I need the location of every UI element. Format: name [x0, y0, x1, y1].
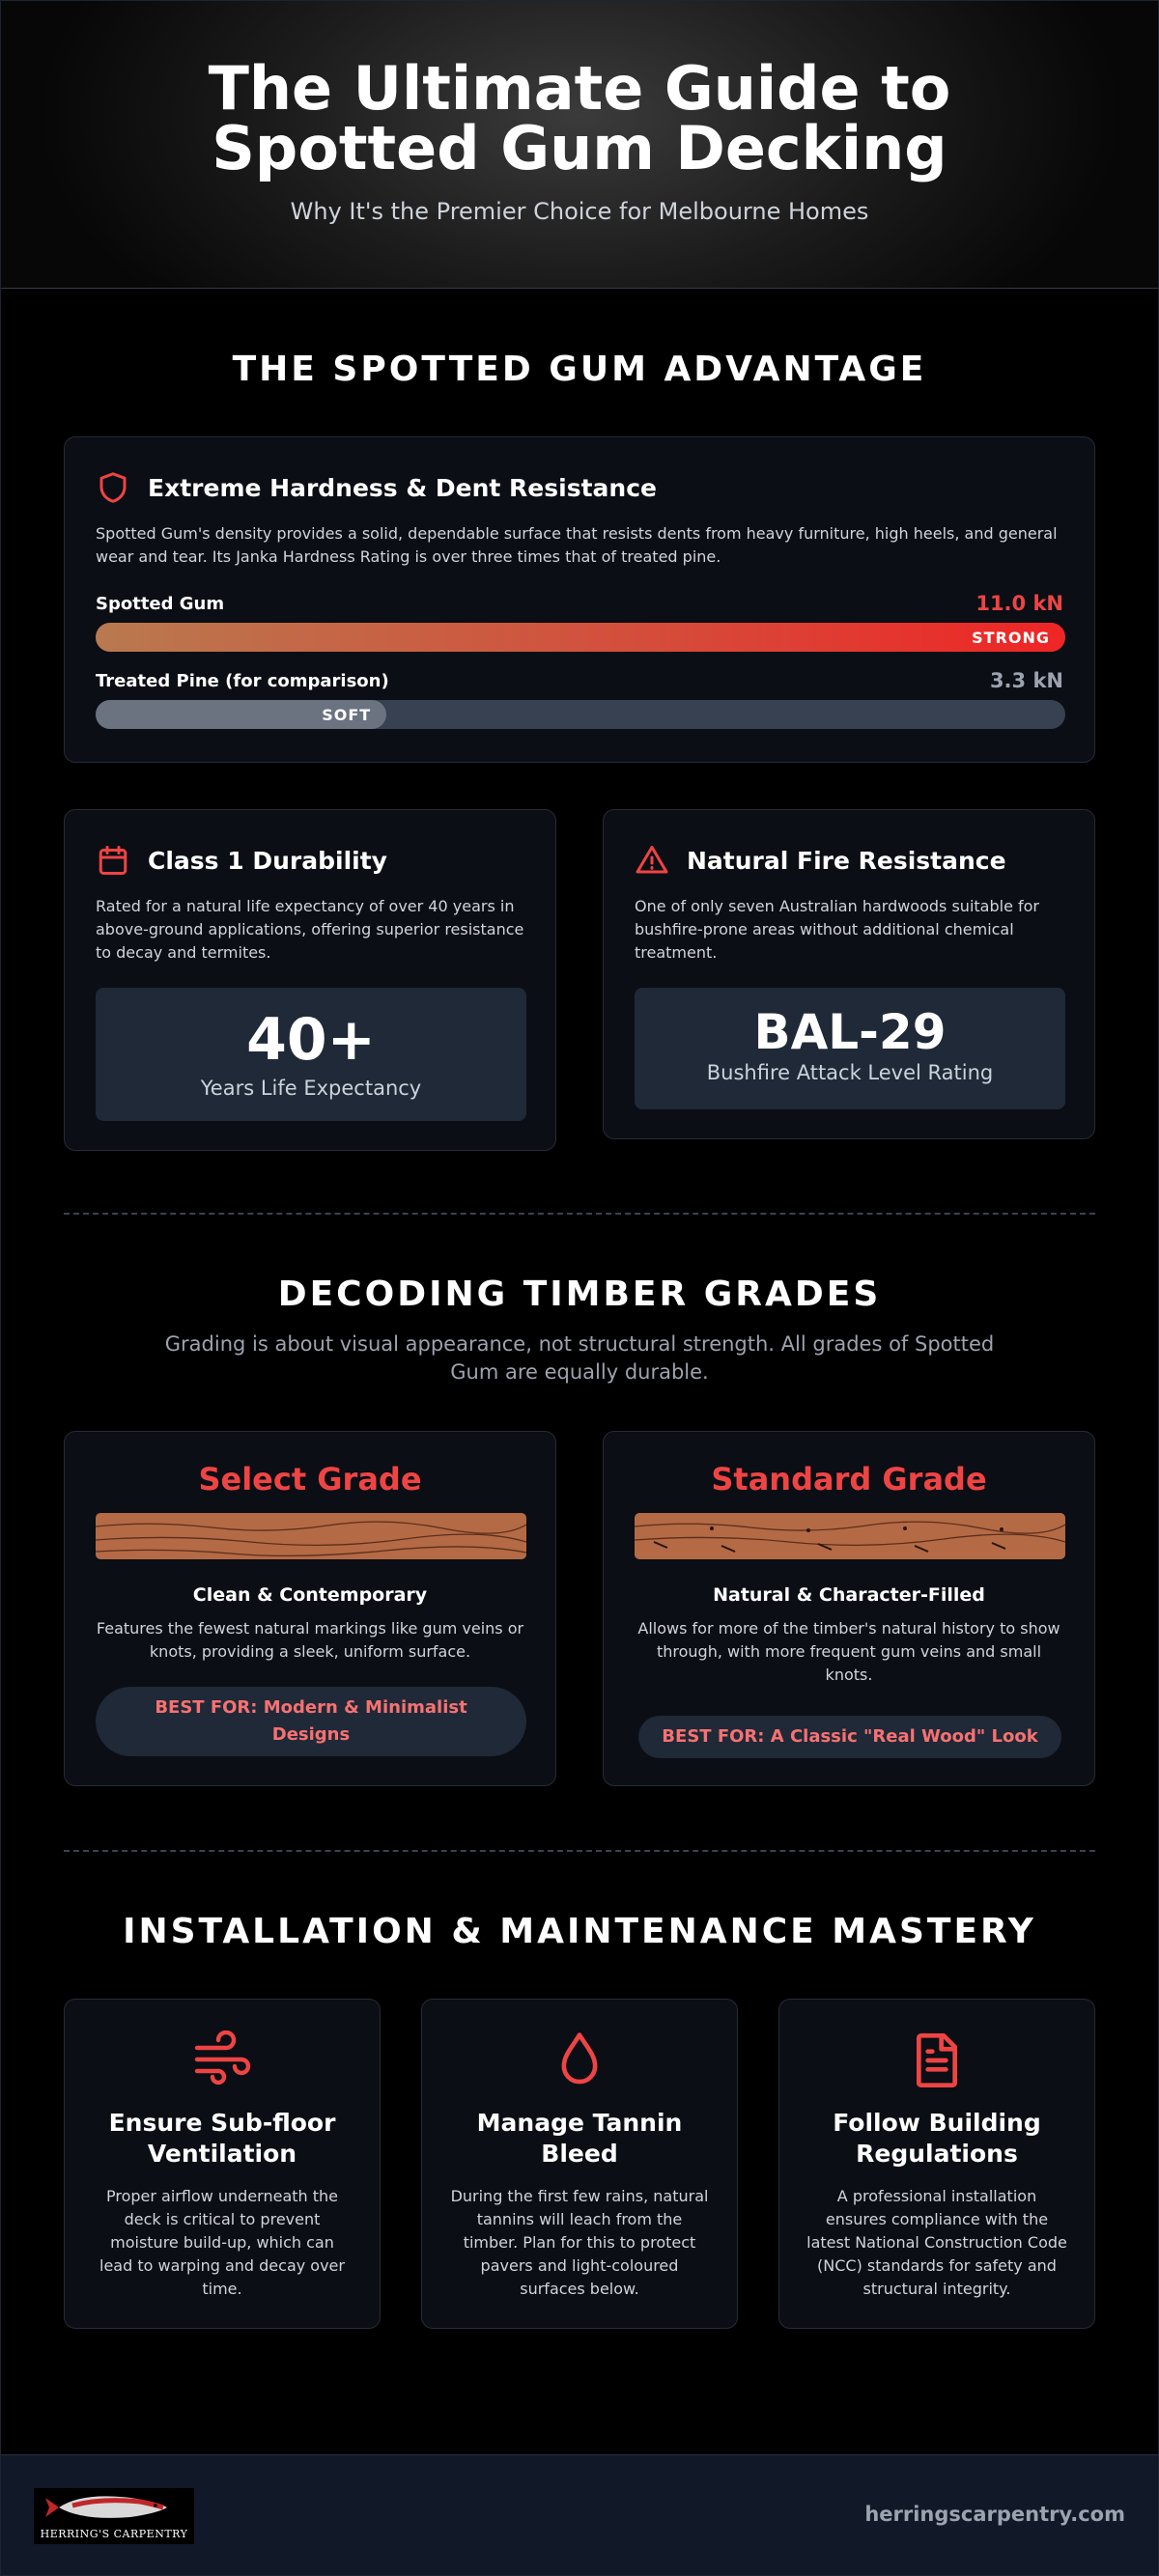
hero-header: [1, 1, 1158, 289]
grade-title-select: Select Grade: [198, 1461, 422, 1498]
timber-plank-select: [96, 1513, 526, 1559]
calendar-icon: [96, 843, 130, 878]
best-for-badge-select: BEST FOR: Modern & Minimalist Designs: [96, 1687, 526, 1756]
durability-card: [64, 809, 556, 1151]
droplet-icon: [422, 2030, 737, 2088]
grade-heading-select: Clean & Contemporary: [192, 1584, 428, 1606]
install-title-regulations: Follow Building Regulations: [833, 2109, 1041, 2168]
website-link[interactable]: herringscarpentry.com: [864, 2503, 1125, 2526]
grade-description-standard: Allows for more of the timber's natural history to show through, with more frequent gum veins and small knots.: [637, 1619, 1060, 1684]
bar-tag-strong: STRONG: [972, 629, 1050, 647]
bar-label-treated-pine: Treated Pine (for comparison): [96, 671, 389, 691]
advantage-section-title: THE SPOTTED GUM ADVANTAGE: [232, 350, 927, 389]
bar-track-treated-pine: [96, 700, 1065, 729]
warning-triangle-icon: [635, 843, 669, 878]
grade-card-select: [64, 1431, 556, 1786]
footer: [1, 2454, 1158, 2575]
install-title-tannin: Manage Tannin Bleed: [476, 2109, 683, 2168]
hardness-description: Spotted Gum's density provides a solid, dependable surface that resists dents from heavy furniture, high heels, and general wear and tear. Its Janka Hardness Rating is over three times that of treated pine.: [96, 524, 1058, 566]
fire-title: Natural Fire Resistance: [687, 846, 1006, 875]
grade-heading-standard: Natural & Character-Filled: [713, 1584, 985, 1606]
company-logo[interactable]: [34, 2488, 194, 2544]
hardness-card: [64, 436, 1095, 763]
grades-section-title: DECODING TIMBER GRADES: [277, 1274, 882, 1314]
herring-fish-icon: [34, 2488, 194, 2527]
grade-description-select: Features the fewest natural markings like gum veins or knots, providing a sleek, uniform surface.: [96, 1619, 524, 1661]
install-title-ventilation: Ensure Sub-floor Ventilation: [108, 2109, 336, 2168]
fire-card: [603, 809, 1095, 1139]
durability-title: Class 1 Durability: [148, 846, 387, 875]
section-divider: [64, 1213, 1095, 1215]
install-description-ventilation: Proper airflow underneath the deck is critical to prevent moisture build-up, which can lead to warping and decay over time.: [99, 2187, 345, 2298]
grade-title-standard: Standard Grade: [711, 1461, 987, 1498]
durability-stat-box: [96, 988, 526, 1121]
durability-stat-value: 40+: [246, 1006, 376, 1074]
grades-section-subtitle: Grading is about visual appearance, not structural strength. All grades of Spotted Gum are equally durable.: [164, 1332, 995, 1384]
bar-fill-treated-pine: [96, 700, 386, 729]
section-divider: [64, 1850, 1095, 1852]
install-description-regulations: A professional installation ensures compliance with the latest National Construction Code (NCC) standards for safety and structural integrity.: [806, 2187, 1067, 2298]
timber-plank-standard: [635, 1513, 1065, 1559]
page-subtitle: Why It's the Premier Choice for Melbourne Homes: [290, 198, 869, 225]
bar-value-treated-pine: 3.3 kN: [989, 669, 1063, 692]
bar-fill-spotted-gum: [96, 623, 1065, 652]
fire-stat-label: Bushfire Attack Level Rating: [706, 1061, 994, 1084]
installation-section-title: INSTALLATION & MAINTENANCE MASTERY: [123, 1912, 1036, 1951]
bar-value-spotted-gum: 11.0 kN: [975, 592, 1063, 615]
fire-stat-value: BAL-29: [753, 1004, 947, 1060]
hardness-title: Extreme Hardness & Dent Resistance: [148, 473, 657, 502]
grade-card-standard: [603, 1431, 1095, 1786]
durability-stat-label: Years Life Expectancy: [200, 1077, 422, 1100]
logo-text: HERRING'S CARPENTRY: [40, 2528, 188, 2540]
fire-stat-box: [635, 988, 1065, 1109]
install-card-tannin: [421, 1999, 738, 2329]
bar-tag-soft: SOFT: [322, 706, 372, 724]
wind-icon: [65, 2030, 380, 2085]
document-icon: [779, 2030, 1094, 2090]
shield-icon: [96, 470, 130, 505]
install-card-regulations: [778, 1999, 1095, 2329]
bar-track-spotted-gum: [96, 623, 1065, 652]
durability-description: Rated for a natural life expectancy of over 40 years in above-ground applications, offering superior resistance to decay and termites.: [96, 897, 524, 962]
page-title: The Ultimate Guide to Spotted Gum Decking: [208, 53, 951, 183]
install-card-ventilation: [64, 1999, 381, 2329]
install-description-tannin: During the first few rains, natural tannins will leach from the timber. Plan for this to protect pavers and light-coloured surfaces below.: [450, 2187, 709, 2298]
fire-description: One of only seven Australian hardwoods suitable for bushfire-prone areas without additional chemical treatment.: [635, 897, 1039, 962]
best-for-badge-standard: BEST FOR: A Classic "Real Wood" Look: [638, 1716, 1061, 1758]
bar-label-spotted-gum: Spotted Gum: [96, 594, 225, 614]
